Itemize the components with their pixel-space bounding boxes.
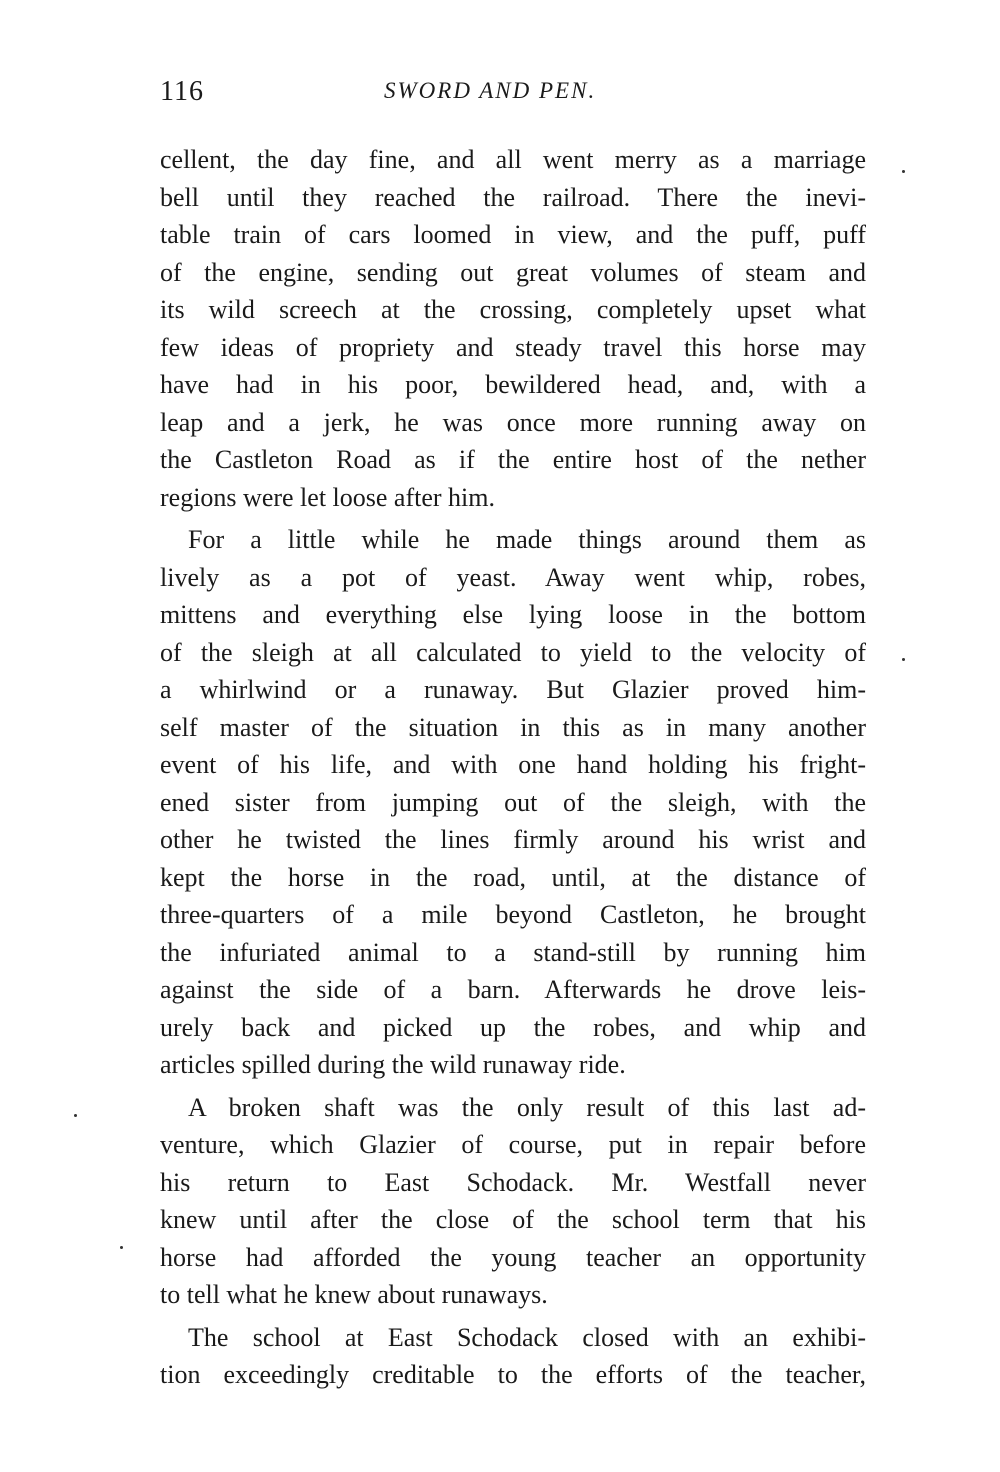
text-line: venture, which Glazier of course, put in repair before [160, 1130, 866, 1159]
text-line: of the engine, sending out great volumes of steam and [160, 257, 866, 287]
print-speck [120, 1246, 123, 1249]
text-line: a whirlwind or a runaway. But Glazier proved him- [160, 675, 866, 704]
paragraph [160, 1089, 866, 1314]
text-line: articles spilled during the wild runaway ride. [160, 1050, 626, 1079]
text-line: the Castleton Road as if the entire host of the nether [160, 445, 866, 474]
running-head: SWORD AND PEN. [384, 78, 597, 103]
print-speck [902, 170, 905, 173]
text-line: the infuriated animal to a stand-still by running him [160, 937, 866, 967]
text-line: its wild screech at the crossing, completely upset what [160, 295, 866, 324]
text-line: other he twisted the lines firmly around his wrist and [160, 825, 866, 854]
text-line: have had in his poor, bewildered head, and, with a [160, 370, 866, 399]
text-line: few ideas of propriety and steady travel this horse may [160, 332, 866, 362]
page-number: 116 [160, 76, 204, 107]
paragraph [160, 1319, 866, 1394]
body-text [160, 141, 866, 1394]
text-line: knew until after the close of the school term that his [160, 1205, 866, 1234]
text-line: urely back and picked up the robes, and whip and [160, 1012, 866, 1042]
text-line: regions were let loose after him. [160, 482, 495, 512]
text-line: lively as a pot of yeast. Away went whip, robes, [160, 562, 866, 592]
text-line: ened sister from jumping out of the sleigh, with the [160, 787, 866, 817]
text-line: cellent, the day fine, and all went merry as a marriage [160, 145, 866, 174]
text-line: A broken shaft was the only result of this last ad- [188, 1092, 866, 1122]
text-line: three-quarters of a mile beyond Castleton, he brought [160, 900, 866, 929]
text-line: against the side of a barn. Afterwards he drove leis- [160, 975, 866, 1004]
text-line: mittens and everything else lying loose in the bottom [160, 600, 866, 629]
page-header [160, 76, 868, 116]
text-line: event of his life, and with one hand holding his fright- [160, 750, 866, 779]
text-line: self master of the situation in this as in many another [160, 712, 866, 742]
print-speck [902, 658, 905, 661]
text-line: bell until they reached the railroad. There the inevi- [160, 182, 866, 212]
paragraph [160, 141, 866, 516]
text-line: table train of cars loomed in view, and the puff, puff [160, 220, 866, 249]
text-line: to tell what he knew about runaways. [160, 1280, 548, 1309]
text-line: leap and a jerk, he was once more running away on [160, 407, 866, 437]
text-line: The school at East Schodack closed with an exhibi- [188, 1322, 866, 1352]
text-line: his return to East Schodack. Mr. Westfall never [160, 1167, 866, 1197]
text-line: kept the horse in the road, until, at the distance of [160, 862, 866, 892]
text-line: horse had afforded the young teacher an opportunity [160, 1242, 866, 1272]
text-line: tion exceedingly creditable to the efforts of the teacher, [160, 1360, 866, 1389]
text-line: of the sleigh at all calculated to yield to the velocity of [160, 637, 866, 667]
print-speck [74, 1114, 77, 1117]
text-line: For a little while he made things around them as [188, 525, 866, 554]
paragraph [160, 521, 866, 1084]
